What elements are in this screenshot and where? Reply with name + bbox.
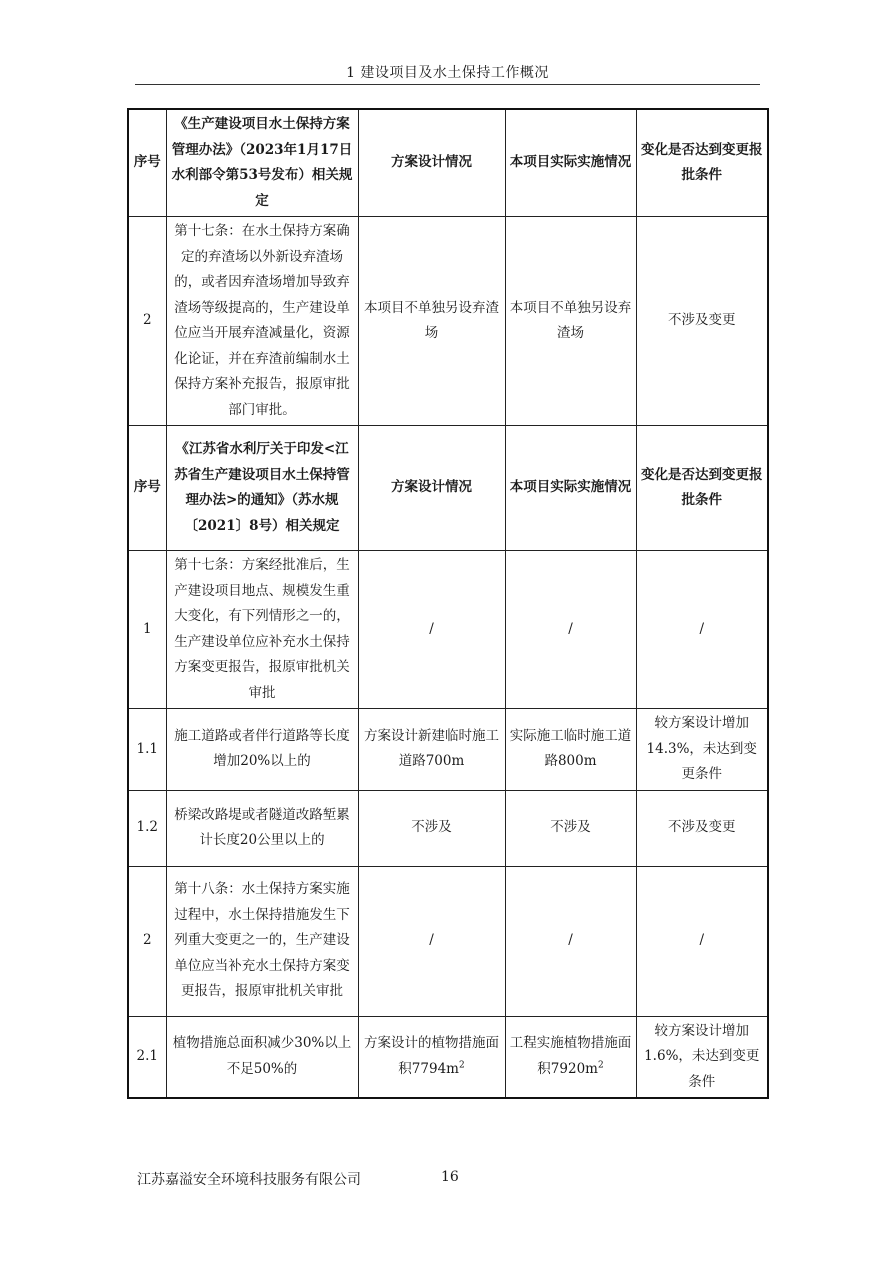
actual-area-text: 工程实施植物措施面积7920m: [509, 1035, 632, 1077]
cell-change: 较方案设计增加14.3%，未达到变更条件: [636, 709, 768, 791]
table-row: [128, 551, 768, 709]
cell-seq: 2: [128, 866, 166, 1016]
table-header-row: [128, 426, 768, 551]
cell-change: /: [636, 551, 768, 709]
cell-change: 较方案设计增加1.6%，未达到变更条件: [636, 1016, 768, 1098]
plan-area-text: 方案设计的植物措施面积7794m: [364, 1035, 499, 1077]
table-row: [128, 1016, 768, 1098]
cell-actual: 不涉及: [505, 790, 636, 866]
cell-actual: 本项目不单独另设弃渣场: [505, 217, 636, 426]
cell-actual: /: [505, 866, 636, 1016]
cell-rule: 施工道路或者伴行道路等长度增加20%以上的: [166, 709, 358, 791]
cell-rule: 第十七条：在水土保持方案确定的弃渣场以外新设弃渣场的，或者因弃渣场增加导致弃渣场等级提高的，生产建设单位应当开展弃渣减量化，资源化论证，并在弃渣前编制水土保持方案补充报告，报原审批部门审批。: [166, 217, 358, 426]
table-row: [128, 217, 768, 426]
cell-plan: 方案设计新建临时施工道路700m: [358, 709, 505, 791]
actual-area-unit-superscript: 2: [597, 1060, 604, 1071]
cell-seq: 1.1: [128, 709, 166, 791]
cell-actual: [505, 1016, 636, 1098]
cell-seq: 1: [128, 551, 166, 709]
header-seq: 序号: [128, 109, 166, 217]
cell-plan: /: [358, 551, 505, 709]
cell-change: 不涉及变更: [636, 790, 768, 866]
cell-seq: 2.1: [128, 1016, 166, 1098]
header-change: 变化是否达到变更报批条件: [636, 109, 768, 217]
table-row: [128, 709, 768, 791]
table-row: [128, 866, 768, 1016]
cell-seq: 1.2: [128, 790, 166, 866]
header-rule: 《生产建设项目水土保持方案管理办法》（2023年1月17日水利部令第53号发布）相关规定: [166, 109, 358, 217]
header-actual: 本项目实际实施情况: [505, 109, 636, 217]
cell-plan: 本项目不单独另设弃渣场: [358, 217, 505, 426]
cell-actual: /: [505, 551, 636, 709]
table-row: [128, 790, 768, 866]
cell-change: 不涉及变更: [636, 217, 768, 426]
cell-rule: 桥梁改路堤或者隧道改路堑累计长度20公里以上的: [166, 790, 358, 866]
table-header-row: [128, 109, 768, 217]
header-divider: [135, 84, 760, 85]
footer-company: 江苏嘉溢安全环境科技服务有限公司: [137, 1172, 361, 1188]
header-plan: 方案设计情况: [358, 426, 505, 551]
cell-plan: 不涉及: [358, 790, 505, 866]
header-change: 变化是否达到变更报批条件: [636, 426, 768, 551]
compliance-table: [127, 108, 769, 1099]
cell-rule: 第十七条：方案经批准后，生产建设项目地点、规模发生重大变化，有下列情形之一的，生产建设单位应补充水土保持方案变更报告，报原审批机关审批: [166, 551, 358, 709]
cell-plan: [358, 1016, 505, 1098]
page-number: 16: [441, 1169, 459, 1185]
page-header: 1 建设项目及水土保持工作概况: [346, 65, 549, 81]
cell-actual: 实际施工临时施工道路800m: [505, 709, 636, 791]
cell-seq: 2: [128, 217, 166, 426]
header-rule: 《江苏省水利厅关于印发<江苏省生产建设项目水土保持管理办法>的通知》（苏水规〔2021〕8号）相关规定: [166, 426, 358, 551]
plan-area-unit-superscript: 2: [458, 1060, 465, 1071]
header-plan: 方案设计情况: [358, 109, 505, 217]
cell-rule: 植物措施总面积减少30%以上不足50%的: [166, 1016, 358, 1098]
cell-rule: 第十八条：水土保持方案实施过程中，水土保持措施发生下列重大变更之一的，生产建设单位应当补充水土保持方案变更报告，报原审批机关审批: [166, 866, 358, 1016]
header-actual: 本项目实际实施情况: [505, 426, 636, 551]
cell-plan: /: [358, 866, 505, 1016]
header-seq: 序号: [128, 426, 166, 551]
cell-change: /: [636, 866, 768, 1016]
